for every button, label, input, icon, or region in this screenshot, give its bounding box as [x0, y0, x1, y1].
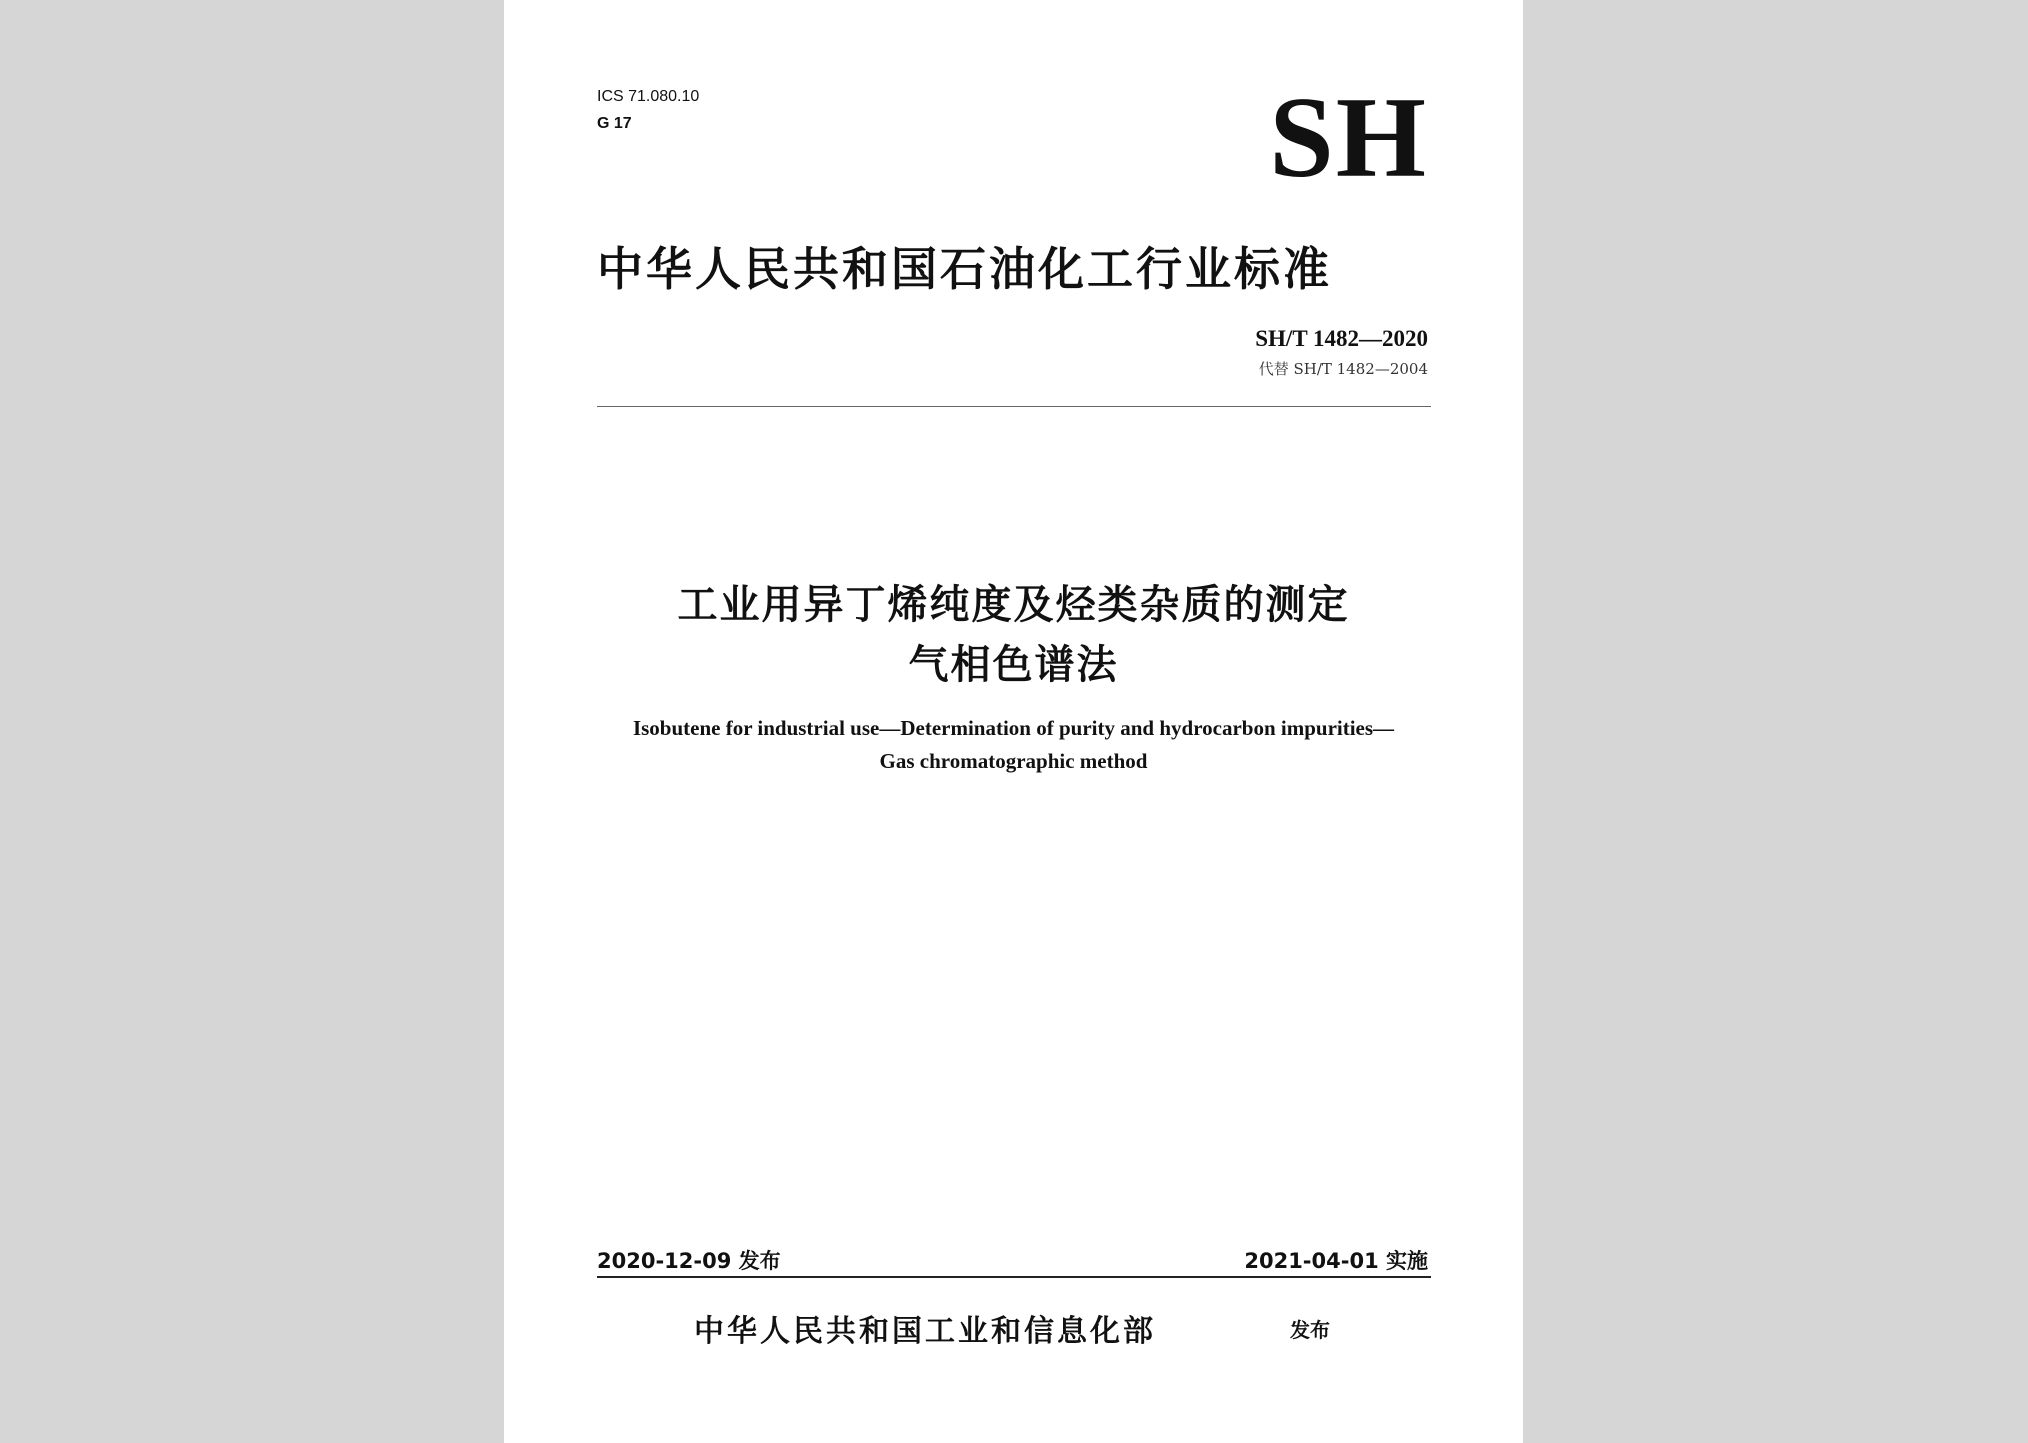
english-title-line-2: Gas chromatographic method [879, 749, 1148, 773]
effective-date: 2021-04-01 实施 [1244, 1249, 1428, 1273]
publisher-name: 中华人民共和国工业和信息化部 [694, 1314, 1156, 1349]
footer-divider [597, 1276, 1431, 1278]
sh-logo: SH [1269, 74, 1428, 202]
standard-title: 中华人民共和国石油化工行业标准 [597, 242, 1332, 296]
chinese-title-line-1: 工业用异丁烯纯度及烃类杂质的测定 [677, 582, 1350, 628]
publish-label: 发布 [1290, 1318, 1330, 1342]
document-page [504, 0, 1523, 1443]
standard-code: SH/T 1482—2020 [1255, 326, 1428, 351]
chinese-title-line-2: 气相色谱法 [908, 642, 1119, 688]
english-title-line-1: Isobutene for industrial use—Determination of purity and hydrocarbon impurities— [632, 716, 1395, 740]
classification-code: G 17 [597, 115, 632, 132]
issue-date: 2020-12-09 发布 [597, 1249, 781, 1273]
header-divider [597, 406, 1431, 407]
ics-code: ICS 71.080.10 [597, 88, 700, 105]
replaces-note: 代替 SH/T 1482—2004 [1258, 360, 1428, 378]
